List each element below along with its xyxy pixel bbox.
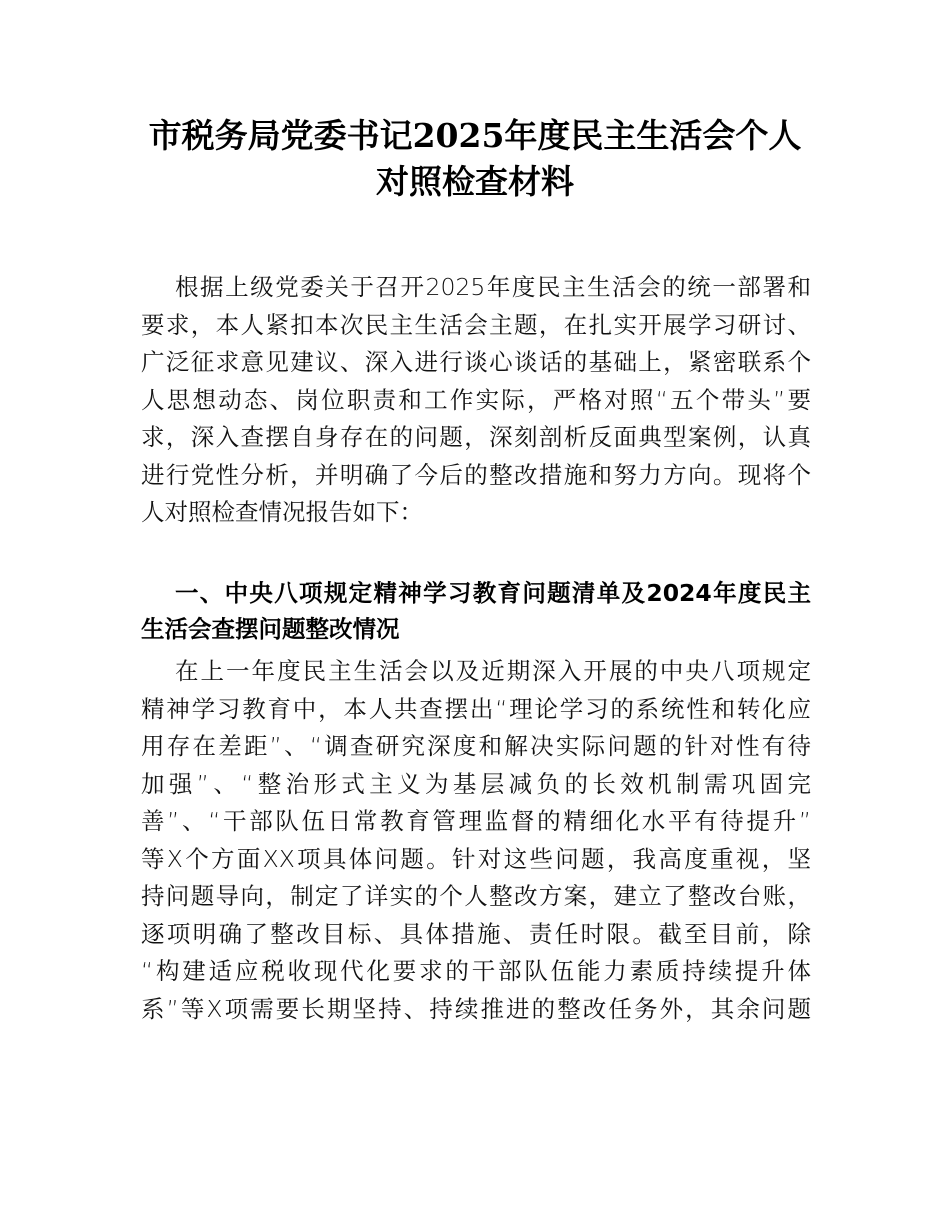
paragraph-line: 精神学习教育中，本人共查摆出“理论学习的系统性和转化应 (141, 695, 811, 723)
paragraph-line: 人对照检查情况报告如下： (141, 498, 423, 526)
section-heading-line: 生活会查摆问题整改情况 (141, 615, 400, 643)
paragraph-line: 求，深入查摆自身存在的问题，深刻剖析反面典型案例，认真 (141, 423, 811, 451)
paragraph-line: 持问题导向，制定了详实的个人整改方案，建立了整改台账， (141, 882, 811, 910)
paragraph-line: 要求，本人紧扣本次民主生活会主题，在扎实开展学习研讨、 (141, 311, 811, 339)
section-heading-line: 一、中央八项规定精神学习教育问题清单及2024年度民主 (175, 579, 811, 607)
paragraph-line: 加强”、“整治形式主义为基层减负的长效机制需巩固完 (141, 770, 811, 798)
paragraph-line: “构建适应税收现代化要求的干部队伍能力素质持续提升体 (141, 957, 811, 985)
paragraph-line: 等X个方面XX项具体问题。针对这些问题，我高度重视，坚 (141, 845, 811, 873)
paragraph-line: 在上一年度民主生活会以及近期深入开展的中央八项规定 (175, 657, 811, 685)
paragraph-line: 进行党性分析，并明确了今后的整改措施和努力方向。现将个 (141, 461, 811, 489)
paragraph-line: 用存在差距”、“调查研究深度和解决实际问题的针对性有待 (141, 732, 811, 760)
document-title-line-2: 对照检查材料 (376, 162, 574, 201)
paragraph-line: 根据上级党委关于召开2025年度民主生活会的统一部署和 (175, 273, 811, 301)
document-title-line-1: 市税务局党委书记2025年度民主生活会个人 (148, 116, 802, 155)
paragraph-line: 逐项明确了整改目标、具体措施、责任时限。截至目前，除 (141, 920, 811, 948)
paragraph-line: 善”、“干部队伍日常教育管理监督的精细化水平有待提升” (141, 807, 811, 835)
paragraph-line: 广泛征求意见建议、深入进行谈心谈话的基础上，紧密联系个 (141, 348, 811, 376)
paragraph-line: 系”等X项需要长期坚持、持续推进的整改任务外，其余问题 (141, 995, 811, 1023)
paragraph-line: 人思想动态、岗位职责和工作实际，严格对照“五个带头”要 (141, 386, 811, 414)
